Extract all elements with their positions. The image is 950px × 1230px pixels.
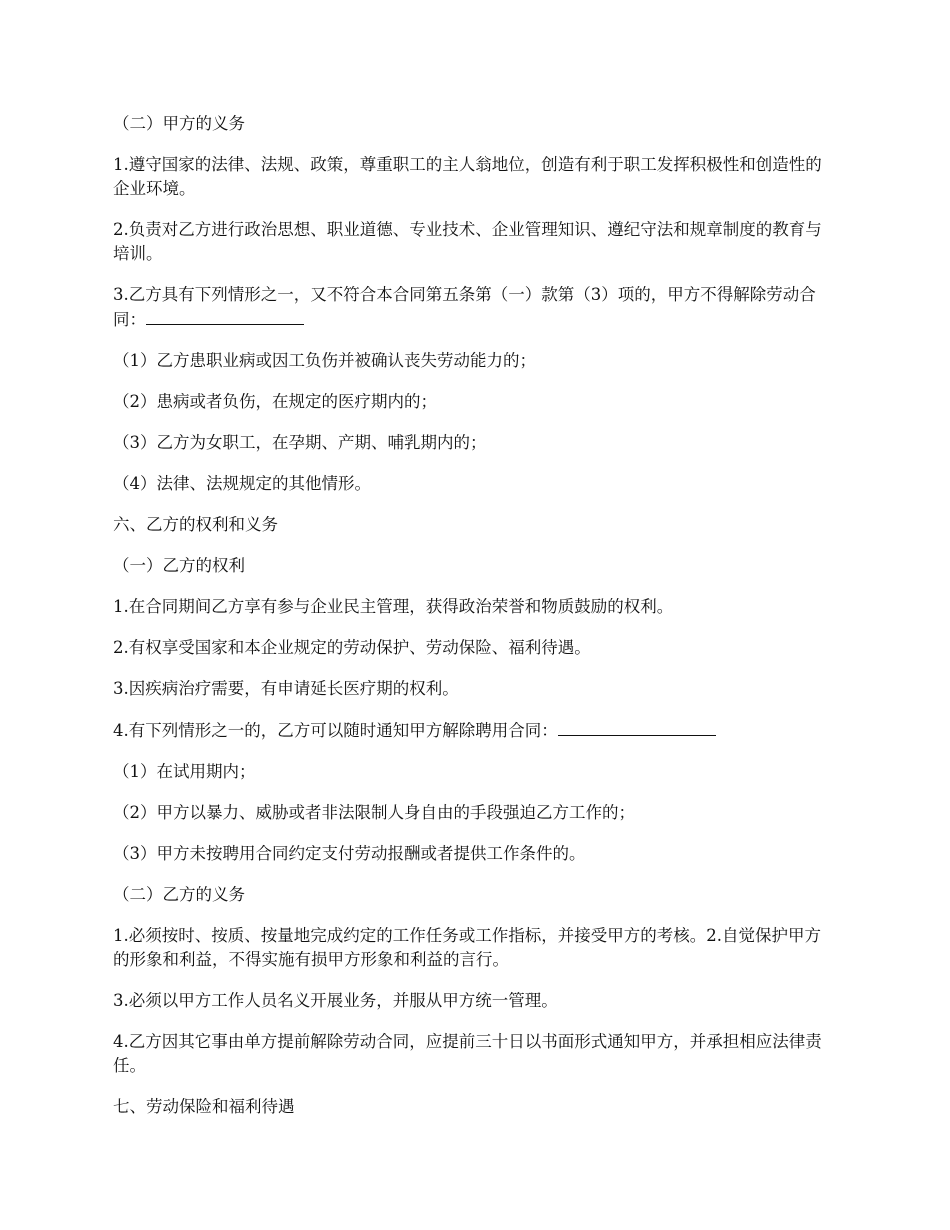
section-heading: （一）乙方的权利	[113, 556, 245, 575]
list-item: （1）乙方患职业病或因工负伤并被确认丧失劳动能力的；	[113, 351, 536, 370]
list-item: （4）法律、法规规定的其他情形。	[113, 474, 371, 493]
clause-paragraph: 3.因疾病治疗需要，有申请延长医疗期的权利。	[113, 679, 459, 698]
document-page	[113, 112, 837, 1136]
section-heading: 七、劳动保险和福利待遇	[113, 1097, 295, 1116]
section-heading: 六、乙方的权利和义务	[113, 515, 278, 534]
fill-in-blank	[558, 718, 716, 736]
list-item: （1）在试用期内；	[113, 762, 256, 781]
fill-in-blank	[146, 307, 304, 325]
clause-paragraph: 2.有权享受国家和本企业规定的劳动保护、劳动保险、福利待遇。	[113, 638, 591, 657]
list-item: （3）甲方未按聘用合同约定支付劳动报酬或者提供工作条件的。	[113, 844, 586, 863]
clause-paragraph: 1.在合同期间乙方享有参与企业民主管理，获得政治荣誉和物质鼓励的权利。	[113, 597, 674, 616]
section-heading: （二）甲方的义务	[113, 114, 245, 133]
clause-paragraph: 1.遵守国家的法律、法规、政策，尊重职工的主人翁地位，创造有利于职工发挥积极性和创造性的企业环境。	[113, 155, 822, 198]
list-item: （2）甲方以暴力、威胁或者非法限制人身自由的手段强迫乙方工作的；	[113, 803, 635, 822]
section-heading: （二）乙方的义务	[113, 885, 245, 904]
clause-paragraph: 2.负责对乙方进行政治思想、职业道德、专业技术、企业管理知识、遵纪守法和规章制度的教育与培训。	[113, 220, 822, 263]
list-item: （3）乙方为女职工，在孕期、产期、哺乳期内的；	[113, 433, 487, 452]
clause-paragraph	[113, 283, 837, 332]
clause-text: 3.乙方具有下列情形之一，又不符合本合同第五条第（一）款第（3）项的，甲方不得解除劳动合同：	[113, 285, 816, 329]
list-item: （2）患病或者负伤，在规定的医疗期内的；	[113, 392, 437, 411]
clause-paragraph: 1.必须按时、按质、按量地完成约定的工作任务或工作指标，并接受甲方的考核。2.自觉保护甲方的形象和利益，不得实施有损甲方形象和利益的言行。	[113, 926, 821, 969]
clause-paragraph: 4.乙方因其它事由单方提前解除劳动合同，应提前三十日以书面形式通知甲方，并承担相应法律责任。	[113, 1032, 822, 1075]
clause-paragraph	[113, 718, 837, 743]
clause-paragraph: 3.必须以甲方工作人员名义开展业务，并服从甲方统一管理。	[113, 991, 558, 1010]
clause-text: 4.有下列情形之一的，乙方可以随时通知甲方解除聘用合同：	[113, 721, 558, 740]
